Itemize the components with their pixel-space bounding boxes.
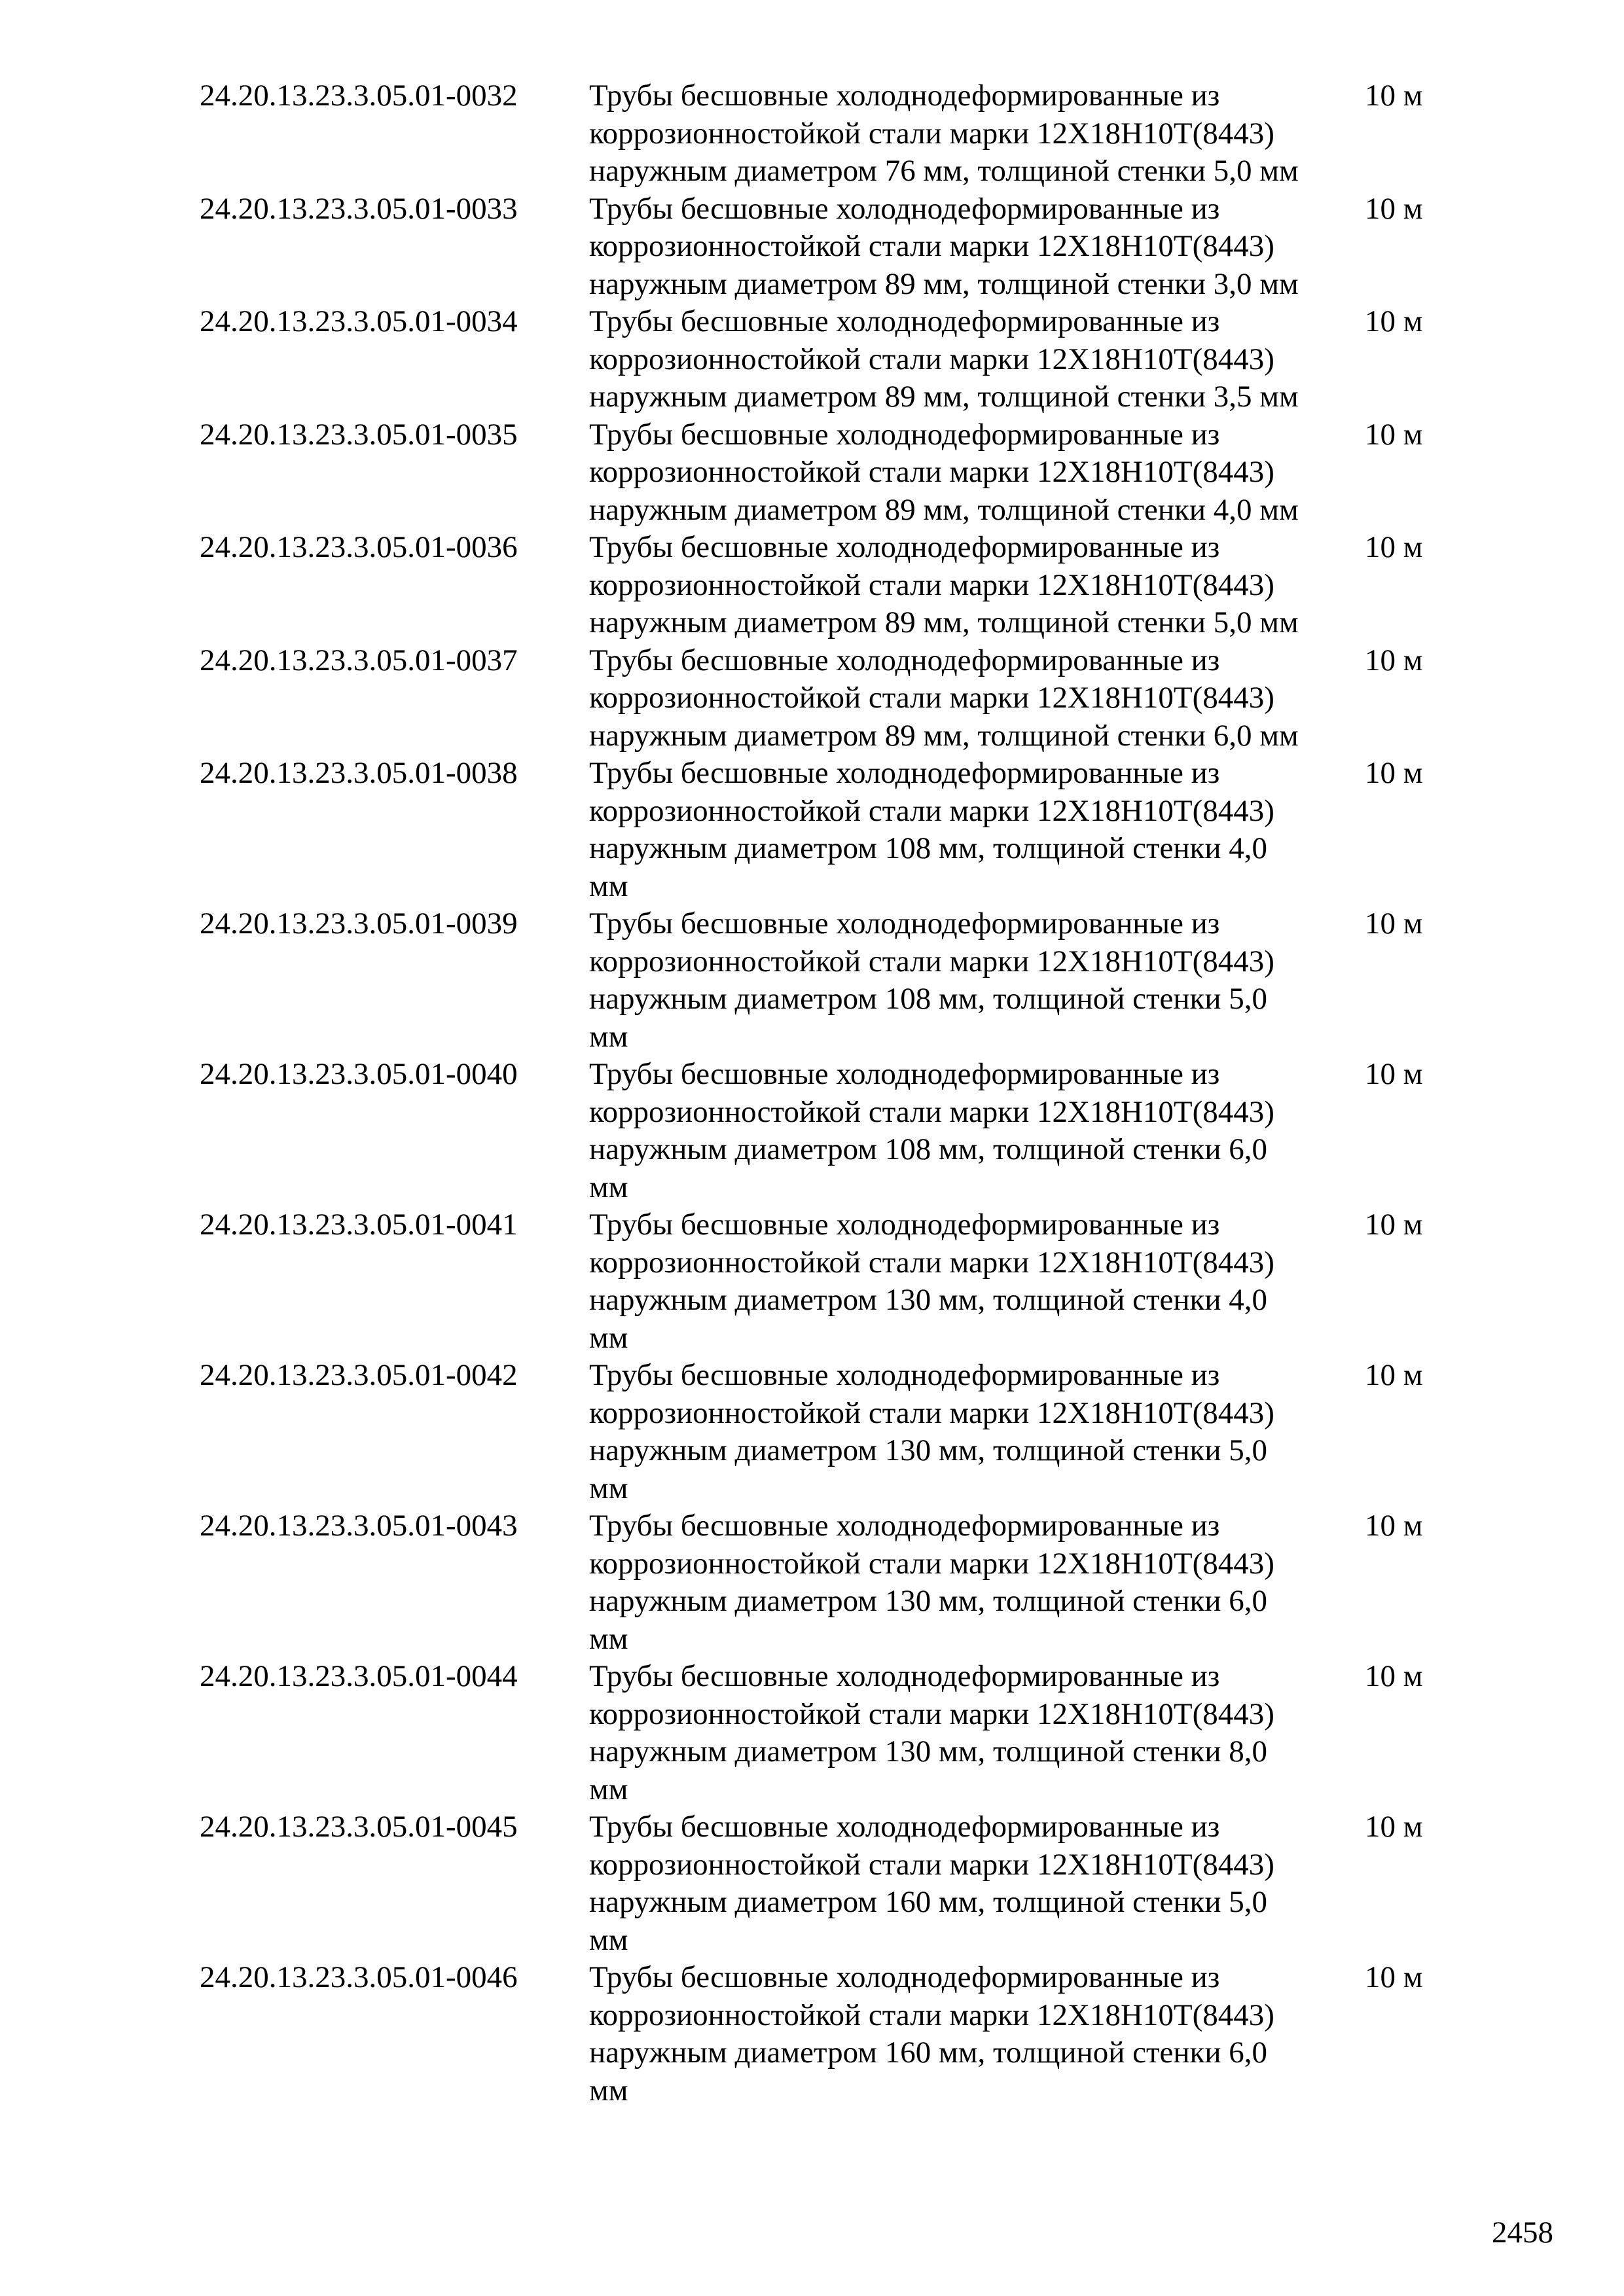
resource-unit: 10 м — [1365, 906, 1423, 941]
table-row — [200, 529, 1443, 642]
table-row — [200, 642, 1443, 755]
resource-code: 24.20.13.23.3.05.01-0035 — [200, 417, 518, 452]
resource-code: 24.20.13.23.3.05.01-0042 — [200, 1358, 518, 1392]
table-row — [200, 755, 1443, 905]
resource-unit: 10 м — [1365, 530, 1423, 564]
resource-unit: 10 м — [1365, 1810, 1423, 1844]
resource-code: 24.20.13.23.3.05.01-0033 — [200, 191, 518, 226]
resource-name: Трубы бесшовные холоднодеформированные из коррозионностойкой стали марки 12Х18Н10Т(8443) наружным диаметром 130 мм, толщиной стенки 6,0 мм — [589, 1509, 1274, 1656]
table-row — [200, 190, 1443, 304]
table-row — [200, 905, 1443, 1056]
resource-name: Трубы бесшовные холоднодеформированные из коррозионностойкой стали марки 12Х18Н10Т(8443) наружным диаметром 89 мм, толщиной стенки 4,0 мм — [589, 417, 1299, 527]
table-row — [200, 1507, 1443, 1658]
resource-code: 24.20.13.23.3.05.01-0032 — [200, 79, 518, 113]
resource-unit: 10 м — [1365, 1659, 1423, 1693]
resource-code: 24.20.13.23.3.05.01-0045 — [200, 1810, 518, 1844]
resource-name: Трубы бесшовные холоднодеформированные из коррозионностойкой стали марки 12Х18Н10Т(8443) наружным диаметром 130 мм, толщиной стенки 8,0 мм — [589, 1659, 1274, 1806]
resource-code: 24.20.13.23.3.05.01-0034 — [200, 304, 518, 338]
table-row — [200, 1056, 1443, 1206]
page-number: 2458 — [1492, 2215, 1553, 2250]
resource-unit: 10 м — [1365, 1509, 1423, 1543]
resource-code: 24.20.13.23.3.05.01-0041 — [200, 1208, 518, 1242]
resource-name: Трубы бесшовные холоднодеформированные из коррозионностойкой стали марки 12Х18Н10Т(8443) наружным диаметром 89 мм, толщиной стенки 3,5 мм — [589, 304, 1299, 414]
resource-unit: 10 м — [1365, 1960, 1423, 1994]
resource-unit: 10 м — [1365, 304, 1423, 338]
resource-code: 24.20.13.23.3.05.01-0037 — [200, 643, 518, 677]
resource-unit: 10 м — [1365, 1208, 1423, 1242]
table-row — [200, 416, 1443, 529]
resource-unit: 10 м — [1365, 756, 1423, 790]
resource-name: Трубы бесшовные холоднодеформированные из коррозионностойкой стали марки 12Х18Н10Т(8443) наружным диаметром 89 мм, толщиной стенки 6,0 мм — [589, 643, 1299, 753]
resource-name: Трубы бесшовные холоднодеформированные из коррозионностойкой стали марки 12Х18Н10Т(8443) наружным диаметром 130 мм, толщиной стенки 4,0 мм — [589, 1208, 1274, 1355]
resource-code: 24.20.13.23.3.05.01-0038 — [200, 756, 518, 790]
resource-unit: 10 м — [1365, 417, 1423, 452]
table-row — [200, 1658, 1443, 1808]
resource-code: 24.20.13.23.3.05.01-0044 — [200, 1659, 518, 1693]
resource-name: Трубы бесшовные холоднодеформированные из коррозионностойкой стали марки 12Х18Н10Т(8443) наружным диаметром 108 мм, толщиной стенки 4,0 мм — [589, 756, 1274, 903]
resource-unit: 10 м — [1365, 191, 1423, 226]
resource-name: Трубы бесшовные холоднодеформированные из коррозионностойкой стали марки 12Х18Н10Т(8443) наружным диаметром 130 мм, толщиной стенки 5,0 мм — [589, 1358, 1274, 1505]
resource-name: Трубы бесшовные холоднодеформированные из коррозионностойкой стали марки 12Х18Н10Т(8443) наружным диаметром 160 мм, толщиной стенки 5,0 мм — [589, 1810, 1274, 1957]
resource-code: 24.20.13.23.3.05.01-0036 — [200, 530, 518, 564]
resource-unit: 10 м — [1365, 1358, 1423, 1392]
resource-name: Трубы бесшовные холоднодеформированные из коррозионностойкой стали марки 12Х18Н10Т(8443) наружным диаметром 108 мм, толщиной стенки 5,0 мм — [589, 906, 1274, 1054]
resource-unit: 10 м — [1365, 1057, 1423, 1091]
resource-code: 24.20.13.23.3.05.01-0046 — [200, 1960, 518, 1994]
resource-name: Трубы бесшовные холоднодеформированные из коррозионностойкой стали марки 12Х18Н10Т(8443) наружным диаметром 89 мм, толщиной стенки 3,0 мм — [589, 191, 1299, 301]
resource-code: 24.20.13.23.3.05.01-0040 — [200, 1057, 518, 1091]
resource-name: Трубы бесшовные холоднодеформированные из коррозионностойкой стали марки 12Х18Н10Т(8443) наружным диаметром 108 мм, толщиной стенки 6,0 мм — [589, 1057, 1274, 1204]
table-row — [200, 1808, 1443, 1959]
resource-code: 24.20.13.23.3.05.01-0043 — [200, 1509, 518, 1543]
table-row — [200, 1206, 1443, 1357]
resource-name: Трубы бесшовные холоднодеформированные из коррозионностойкой стали марки 12Х18Н10Т(8443) наружным диаметром 89 мм, толщиной стенки 5,0 мм — [589, 530, 1299, 639]
resource-name: Трубы бесшовные холоднодеформированные из коррозионностойкой стали марки 12Х18Н10Т(8443) наружным диаметром 160 мм, толщиной стенки 6,0 мм — [589, 1960, 1274, 2108]
table-row — [200, 1959, 1443, 2109]
table-row — [200, 77, 1443, 190]
resource-table — [200, 77, 1443, 2109]
table-row — [200, 1357, 1443, 1507]
resource-unit: 10 м — [1365, 643, 1423, 677]
resource-unit: 10 м — [1365, 79, 1423, 113]
resource-name: Трубы бесшовные холоднодеформированные из коррозионностойкой стали марки 12Х18Н10Т(8443) наружным диаметром 76 мм, толщиной стенки 5,0 мм — [589, 79, 1299, 188]
table-row — [200, 303, 1443, 416]
resource-code: 24.20.13.23.3.05.01-0039 — [200, 906, 518, 941]
